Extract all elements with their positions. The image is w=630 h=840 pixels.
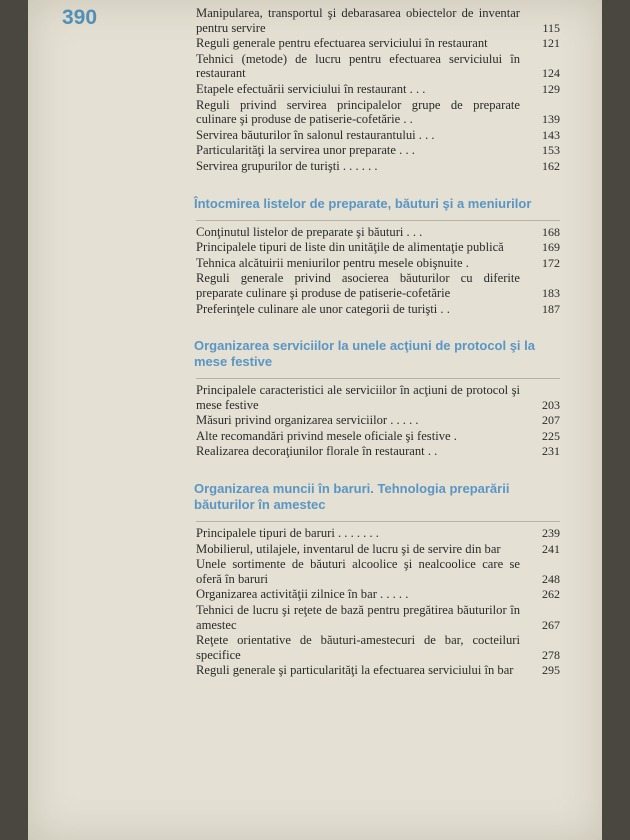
toc-entry <box>196 159 560 174</box>
toc-entry-page: 183 <box>542 285 560 300</box>
section-title: Întocmirea listelor de preparate, băuturi şi a meniurilor <box>194 195 532 211</box>
toc-entry-page: 225 <box>542 428 560 443</box>
toc-entry-title: Organizarea activităţii zilnice în bar . . . . . <box>196 587 409 602</box>
toc-entry <box>196 663 560 678</box>
toc-entry-page: 168 <box>542 224 560 239</box>
table-of-contents <box>196 6 560 679</box>
section-title: Organizarea muncii în baruri. Tehnologia preparării băuturilor în amestec <box>194 481 510 513</box>
toc-entry-page: 169 <box>542 240 560 255</box>
toc-entry-page: 153 <box>542 143 560 158</box>
section-divider <box>196 521 560 522</box>
intro-entries <box>196 6 560 174</box>
toc-entry-title: Reţete orientative de băuturi-amestecuri de bar, cocteiluri specifice <box>196 633 520 662</box>
toc-section <box>196 481 560 678</box>
toc-entry-title: Alte recomandări privind mesele oficiale şi festive . <box>196 428 457 443</box>
toc-entry <box>196 98 560 127</box>
toc-entry <box>196 526 560 541</box>
toc-entry <box>196 36 560 51</box>
toc-entry <box>196 256 560 271</box>
toc-entry-page: 172 <box>542 255 560 270</box>
toc-entry-title: Principalele tipuri de baruri . . . . . . . <box>196 526 379 541</box>
toc-entry-page: 295 <box>542 663 560 678</box>
toc-entry-title: Manipularea, transportul şi debarasarea obiectelor de inventar pentru servire <box>196 6 520 35</box>
toc-entry <box>196 271 560 300</box>
toc-entry-page: 278 <box>542 647 560 662</box>
toc-entry <box>196 413 560 428</box>
section-divider <box>196 220 560 221</box>
toc-entry-title: Particularităţi la servirea unor preparate . . . <box>196 143 415 158</box>
toc-entry-page: 267 <box>542 617 560 632</box>
toc-entry <box>196 383 560 412</box>
toc-entry <box>196 52 560 81</box>
section-divider <box>196 378 560 379</box>
section-title: Organizarea serviciilor la unele acţiuni de protocol şi la mese festive <box>194 338 536 370</box>
toc-entry <box>196 240 560 255</box>
toc-entry <box>196 82 560 97</box>
toc-entry <box>196 557 560 586</box>
toc-entry-title: Reguli generale privind asocierea băuturilor cu diferite preparate culinare şi produse de patiserie-cofetărie <box>196 271 520 300</box>
toc-entry-title: Mobilierul, utilajele, inventarul de lucru şi de servire din bar <box>196 541 501 556</box>
toc-entry-page: 241 <box>542 541 560 556</box>
page-number: 390 <box>62 6 98 29</box>
toc-entry-title: Preferinţele culinare ale unor categorii de turişti . . <box>196 301 450 316</box>
toc-entry-title: Principalele caracteristici ale serviciilor în acţiuni de protocol şi mese festive <box>196 383 520 412</box>
toc-entry-title: Unele sortimente de băuturi alcoolice şi nealcoolice care se oferă în baruri <box>196 557 520 586</box>
toc-entry-page: 162 <box>542 158 560 173</box>
toc-entry <box>196 6 560 35</box>
toc-entry <box>196 128 560 143</box>
toc-entry-title: Servirea grupurilor de turişti . . . . . . <box>196 158 378 173</box>
toc-entry-title: Conţinutul listelor de preparate şi băuturi . . . <box>196 224 423 239</box>
toc-entry-page: 124 <box>542 66 560 81</box>
toc-entry-page: 239 <box>542 526 560 541</box>
toc-entry-page: 121 <box>542 36 560 51</box>
toc-entry <box>196 633 560 662</box>
toc-entry-title: Reguli generale şi particularităţi la efectuarea serviciului în bar <box>196 663 514 678</box>
toc-entry-title: Principalele tipuri de liste din unităţile de alimentaţie publică <box>196 240 504 255</box>
toc-entry <box>196 444 560 459</box>
toc-entry-page: 262 <box>542 587 560 602</box>
toc-entry <box>196 302 560 317</box>
toc-entry <box>196 429 560 444</box>
toc-entry <box>196 587 560 602</box>
toc-entry-title: Etapele efectuării serviciului în restaurant . . . <box>196 81 426 96</box>
toc-entry-page: 248 <box>542 571 560 586</box>
toc-entry-page: 139 <box>542 112 560 127</box>
toc-entry <box>196 542 560 557</box>
toc-entry-title: Tehnici de lucru şi reţete de bază pentru pregătirea băuturilor în amestec <box>196 603 520 632</box>
toc-entry-page: 231 <box>542 444 560 459</box>
book-page <box>28 0 602 840</box>
toc-entry-title: Tehnici (metode) de lucru pentru efectuarea serviciului în restaurant <box>196 51 520 81</box>
toc-section <box>196 338 560 459</box>
toc-entry <box>196 225 560 240</box>
toc-entry-page: 203 <box>542 397 560 412</box>
toc-entry-page: 129 <box>542 81 560 96</box>
toc-entry-title: Tehnica alcătuirii meniurilor pentru mesele obişnuite . <box>196 255 469 270</box>
toc-entry <box>196 143 560 158</box>
toc-entry-title: Reguli privind servirea principalelor grupe de preparate culinare şi produse de patiserie-cofetărie . . <box>196 97 520 127</box>
toc-entry-page: 115 <box>542 20 560 35</box>
toc-entry-page: 143 <box>542 127 560 142</box>
toc-section <box>196 196 560 317</box>
toc-entry-title: Servirea băuturilor în salonul restaurantului . . . <box>196 127 435 142</box>
toc-entry-title: Reguli generale pentru efectuarea serviciului în restaurant <box>196 36 488 51</box>
toc-sections <box>196 196 560 678</box>
toc-entry <box>196 603 560 632</box>
toc-entry-title: Realizarea decoraţiunilor florale în restaurant . . <box>196 444 438 459</box>
toc-entry-page: 207 <box>542 413 560 428</box>
toc-entry-page: 187 <box>542 301 560 316</box>
toc-entry-title: Măsuri privind organizarea serviciilor . . . . . <box>196 413 419 428</box>
